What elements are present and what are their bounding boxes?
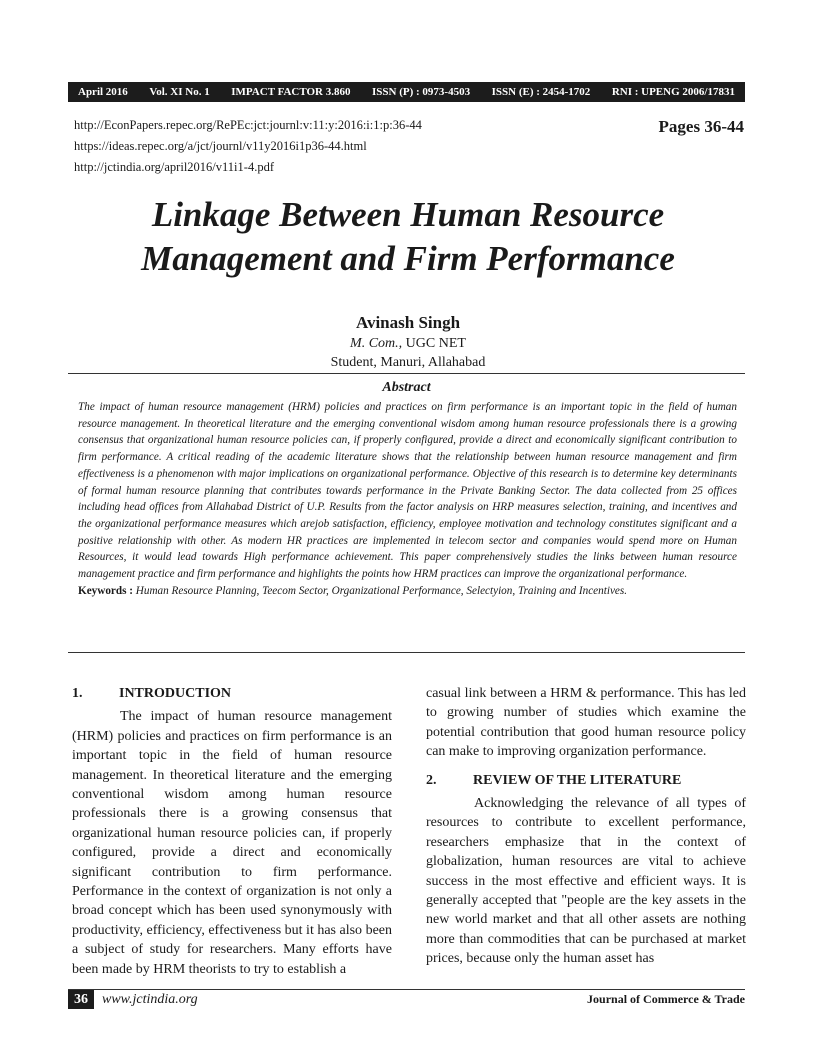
author-block: [0, 312, 816, 372]
issue-date: April 2016: [78, 86, 128, 98]
author-name: Avinash Singh: [355, 313, 461, 332]
abstract-text: The impact of human resource management (HRM) policies and practices on firm performance is an important topic in the field of human resource management. In theoretical literature and the emerging conventional wisdom among human resource professionals there is a growing consensus that organizational human resource policies can, if properly configured, provide a direct and economically significant contribution to firm performance. A critical reading of the academic literature shows that the relationship between human resource management and firm effectiveness is a phenomenon with major implications on organizational performance. Objective of this research is to determine key determinants of formal human resource planning that contributes towards performance in the Private Banking Sector. The data collected from 25 offices including head offices from Allahabad District of U.P. Results from the factor analysis on HRP measures selection, training, and incentives and the organizational performance measures which arejob satisfaction, efficiency, employee motivation and technology constitutes significant and a positive relationship with other. As modern HR practices are implemented in telecom sector and companies would spend more on Human Resources, it would lead towards High performance achievement. This paper comprehensively studies the links between human resource management practice and firm performance and highlights the points how HRM practices can improve the organizational performance.: [78, 401, 737, 581]
pdf-link[interactable]: http://jctindia.org/april2016/v11i1-4.pdf: [74, 160, 274, 174]
intro-heading: [72, 684, 392, 703]
right-column: [426, 684, 746, 969]
left-column: [72, 684, 392, 979]
title-line-1: Linkage Between Human Resource: [151, 195, 665, 234]
abstract-heading: Abstract: [382, 380, 431, 395]
title-line-2: Management and Firm Performance: [141, 239, 675, 278]
abstract-section: [68, 373, 745, 653]
keywords: [78, 583, 737, 600]
econpapers-link[interactable]: http://EconPapers.repec.org/RePEc:jct:journl:v:11:y:2016:i:1:p:36-44: [74, 118, 422, 132]
journal-header-bar: [68, 82, 745, 102]
review-title: REVIEW OF THE LITERATURE: [473, 772, 682, 788]
issn-electronic: ISSN (E) : 2454-1702: [491, 86, 591, 98]
footer-site[interactable]: www.jctindia.org: [102, 991, 198, 1007]
reference-links: [74, 115, 422, 178]
degree-rest: UGC NET: [402, 336, 466, 351]
issue-volume: Vol. XI No. 1: [149, 86, 210, 98]
review-paragraph: Acknowledging the relevance of all types of resources to contribute to excellent performance, researchers emphasize that in the context of globalization, human resources are vital to achieve success in the most effective and efficient ways. It is generally accepted that "people are the key assets in the new world market and that all other assets are nothing more than commodities that can be purchased at market prices, because only the human asset has: [426, 796, 746, 967]
intro-paragraph: The impact of human resource management (HRM) policies and practices on firm performance is an important topic in the field of human resource management. In theoretical literature and the emerging conventional wisdom among human resource professionals there is a growing consensus that organizational human resource policies can, if properly configured, provide a direct and economically significant contribution to firm performance. Performance in the context of organization is not only a broad concept which has been used synonymously with productivity, efficiency, effectiveness but it has also been a subject of study for researchers. Many efforts have been made by HRM theorists to try to establish a: [72, 709, 392, 977]
review-number: 2.: [426, 772, 437, 788]
keywords-list: Human Resource Planning, Teecom Sector, Organizational Performance, Selectyion, Training and Incentives.: [133, 584, 628, 597]
page-footer: [68, 989, 745, 1009]
footer-left: [68, 990, 198, 1009]
author-affiliation: Student, Manuri, Allahabad: [330, 355, 486, 370]
ideas-link[interactable]: https://ideas.repec.org/a/jct/journl/v11y2016i1p36-44.html: [74, 139, 367, 153]
keywords-label: Keywords :: [78, 584, 133, 597]
page-range: Pages 36-44: [658, 117, 744, 136]
review-heading: [426, 771, 746, 790]
author-degree: [0, 334, 816, 353]
issn-print: ISSN (P) : 0973-4503: [372, 86, 471, 98]
intro-number: 1.: [72, 686, 83, 701]
page-number: 36: [68, 990, 94, 1009]
paper-title: [60, 193, 756, 281]
footer-journal: Journal of Commerce & Trade: [587, 992, 745, 1006]
intro-title: INTRODUCTION: [119, 686, 232, 701]
impact-factor: IMPACT FACTOR 3.860: [231, 86, 351, 98]
rni-number: RNI : UPENG 2006/17831: [611, 86, 735, 98]
degree-italic: M. Com.,: [350, 336, 403, 351]
intro-continuation: casual link between a HRM & performance. This has led to growing number of studies which examine the potential contribution that good human resource policy can make to improving organization performance.: [426, 686, 746, 760]
